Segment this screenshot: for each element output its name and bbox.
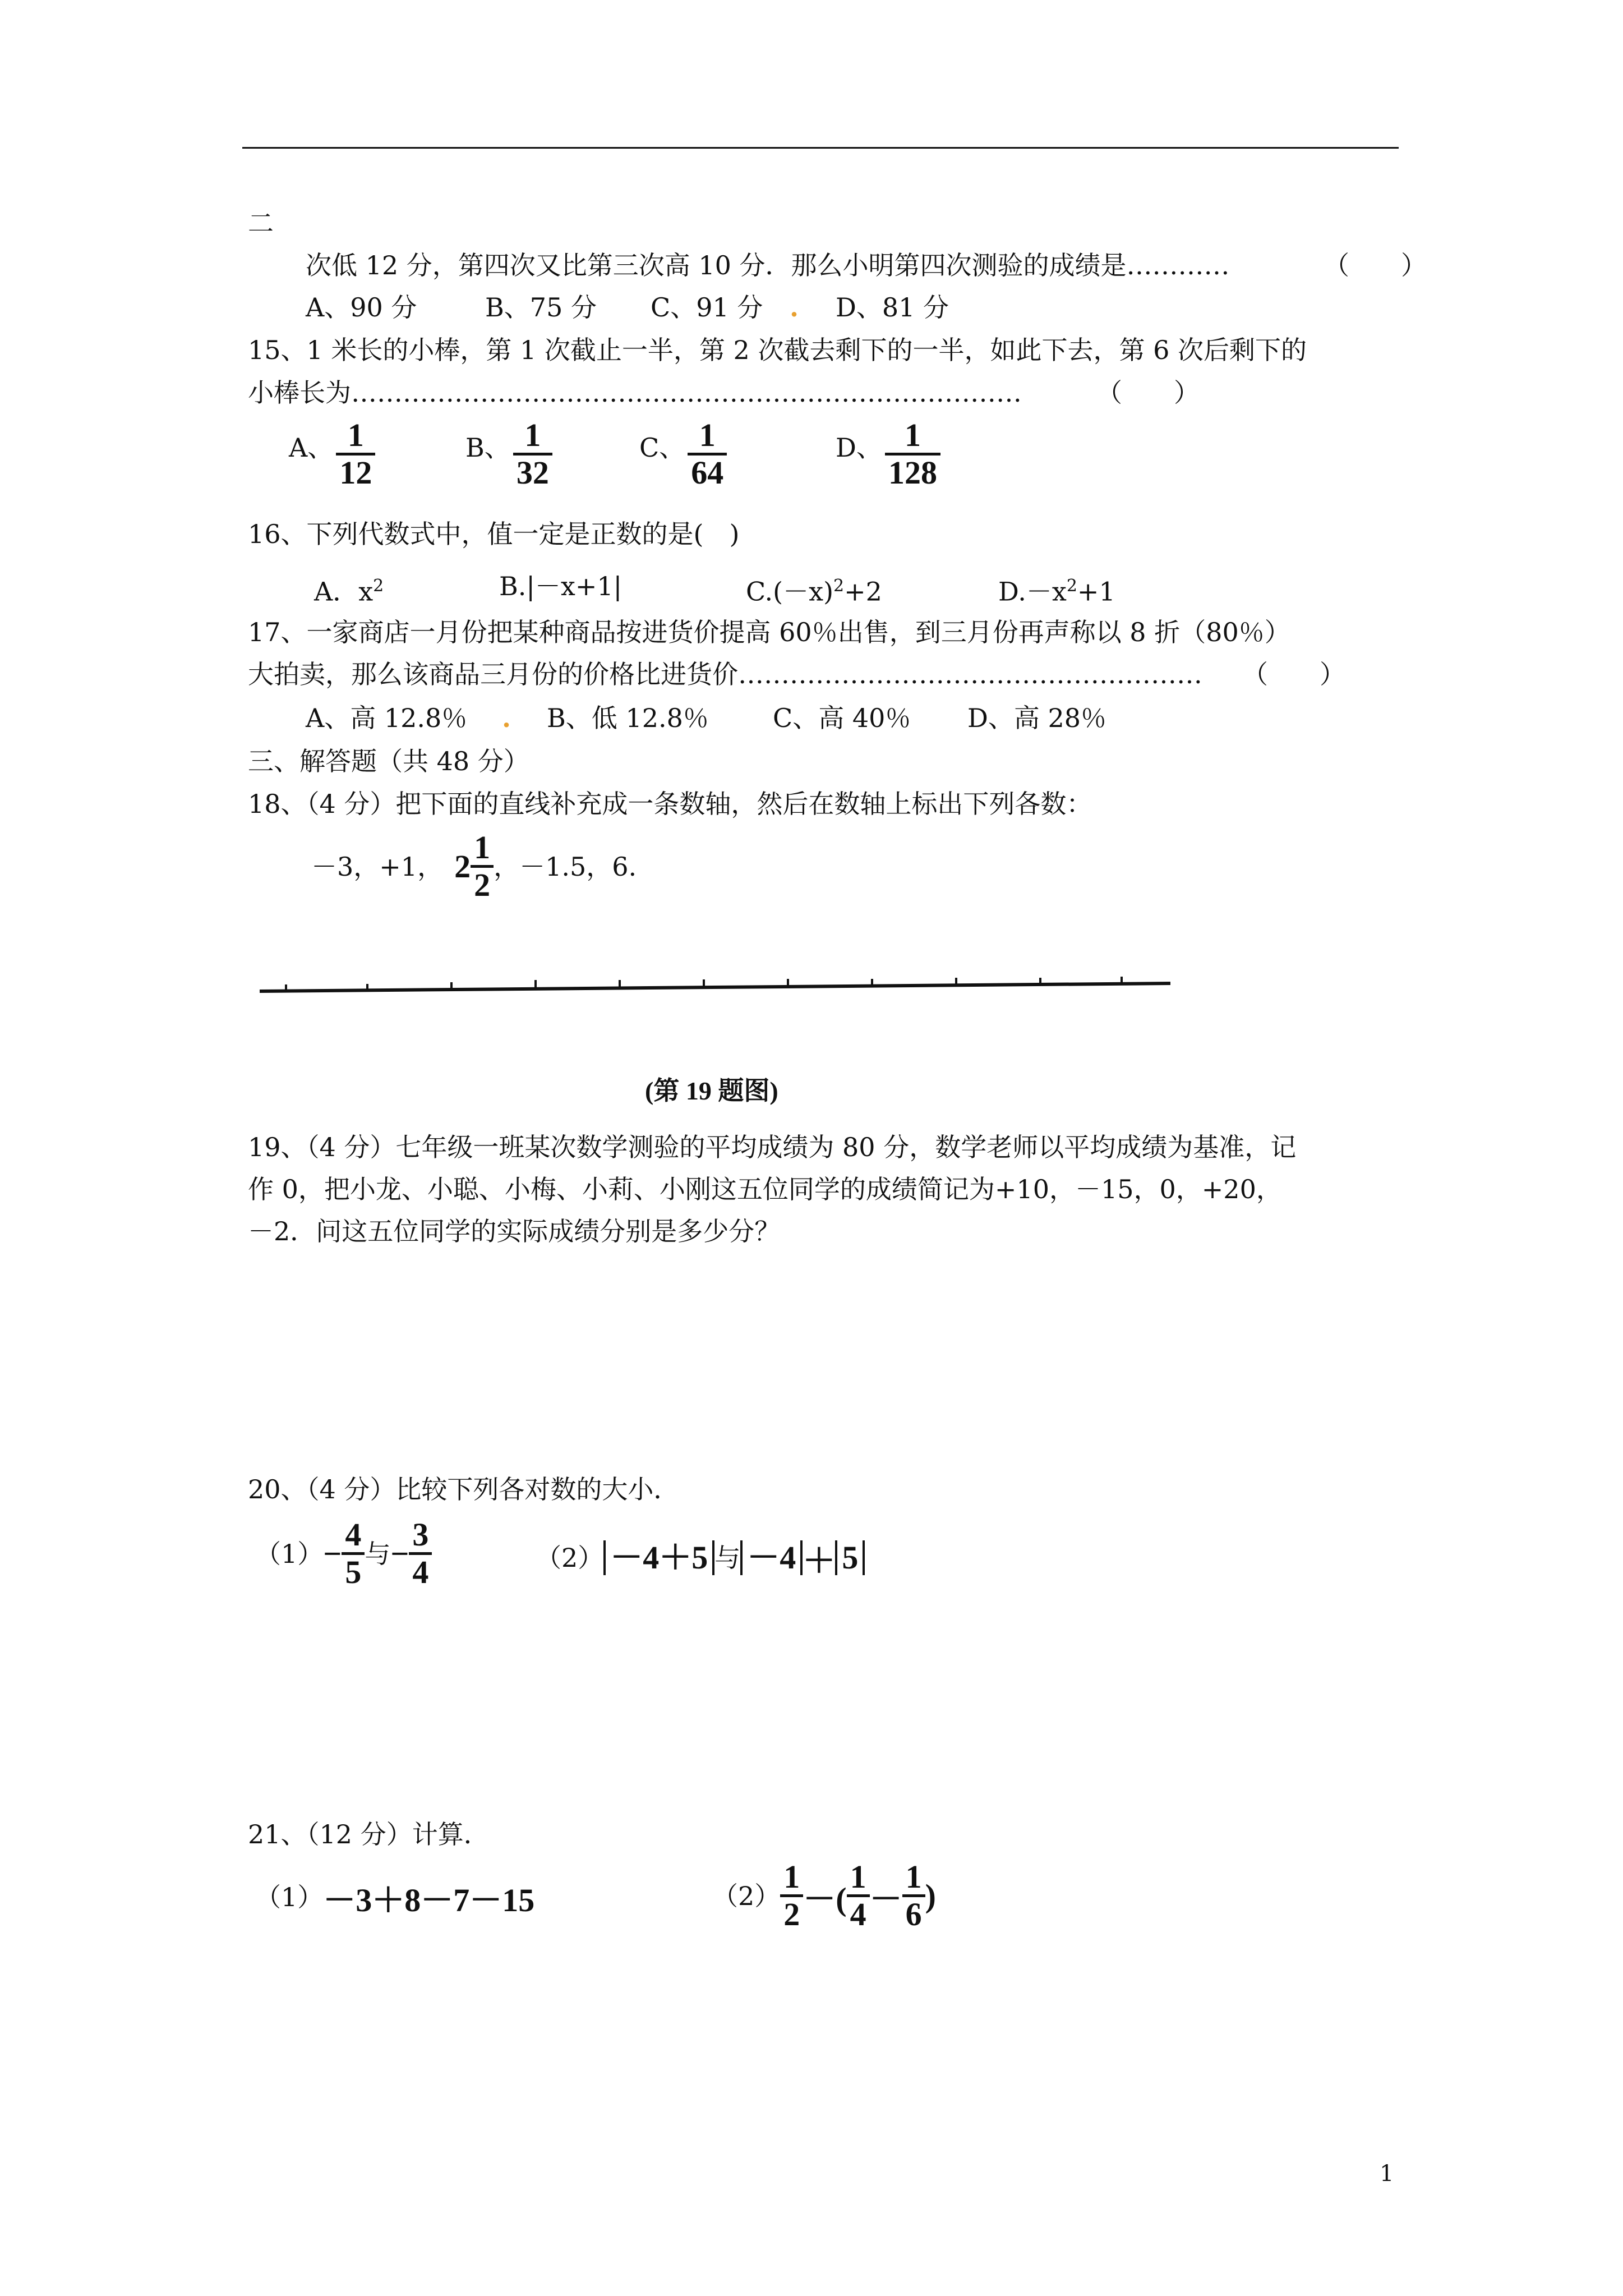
q14-text: 次低 12 分，第四次又比第三次高 10 分．那么小明第四次测验的成绩是………… bbox=[306, 250, 1230, 280]
q15-line1: 15、1 米长的小棒，第 1 次截止一半，第 2 次截去剩下的一半，如此下去，第 6 次后剩下的 bbox=[248, 335, 1307, 365]
q21-part2: （2） $\frac{1}{2}$ －( $\frac{1}{4}$ － $\frac{1}{6}$ ) bbox=[712, 1858, 936, 1932]
decorative-dot: . bbox=[502, 703, 511, 733]
page-number: 1 bbox=[1380, 2161, 1394, 2187]
q17-option-a: A、高 12.8％ bbox=[306, 703, 468, 733]
number-line bbox=[255, 973, 1175, 996]
section-heading: 三、解答题（共 48 分） bbox=[248, 746, 529, 776]
q16-option-c: $C.(-x)^2+2$ bbox=[746, 576, 882, 607]
q14-option-b: B、75 分 bbox=[485, 292, 597, 323]
q14-option-d: D、81 分 bbox=[836, 292, 949, 323]
q14-option-a: A、90 分 bbox=[306, 292, 417, 323]
q17-answer-paren: （ ） bbox=[1242, 659, 1345, 689]
q20-part2: （2） －4＋5 与 －4 ＋ 5 bbox=[536, 1534, 865, 1581]
q17-line2: 大拍卖，那么该商品三月份的价格比进货价……………………………………………… bbox=[248, 659, 1202, 689]
q20-text: 20、（4 分）比较下列各对数的大小． bbox=[248, 1474, 680, 1504]
header-rule bbox=[242, 147, 1399, 149]
q18-numbers: －3，+1， 2 $\frac{1}{2}$ ，－1.5，6. bbox=[311, 829, 637, 903]
q21-text: 21、（12 分）计算． bbox=[248, 1819, 490, 1849]
q20-part1: （1） − $\frac{4}{5}$ 与 − $\frac{3}{4}$ bbox=[255, 1517, 432, 1590]
q15-line2: 小棒长为…………………………………………………………………… bbox=[248, 378, 1022, 408]
q15-option-d: D、 $\frac{1}{128}$ bbox=[836, 418, 940, 490]
q16-option-d: $D.-x^2+1$ bbox=[998, 576, 1115, 607]
q15-option-a: A、 $\frac{1}{12}$ bbox=[289, 418, 375, 490]
q17-line1: 17、一家商店一月份把某种商品按进货价提高 60％出售，到三月份再声称以 8 折（80％） bbox=[248, 617, 1290, 647]
q16-option-a: A．$x^2$ bbox=[314, 576, 384, 607]
q19-line3: －2．问这五位同学的实际成绩分别是多少分？ bbox=[248, 1216, 781, 1246]
q21-part1: （1） －3＋8－7－15 bbox=[255, 1882, 535, 1918]
decorative-dot: . bbox=[790, 292, 799, 323]
figure-caption: (第 19 题图) bbox=[645, 1076, 778, 1105]
q17-option-d: D、高 28％ bbox=[967, 703, 1107, 733]
q19-line1: 19、（4 分）七年级一班某次数学测验的平均成绩为 80 分，数学老师以平均成绩为基准，记 bbox=[248, 1132, 1297, 1162]
q16-text: 16、下列代数式中，值一定是正数的是( ) bbox=[248, 519, 740, 549]
q16-option-b: B.|－x+1| bbox=[499, 571, 623, 601]
header-mark: 二 bbox=[248, 208, 274, 238]
q15-answer-paren: （ ） bbox=[1096, 378, 1200, 408]
q15-option-c: C、 $\frac{1}{64}$ bbox=[639, 418, 727, 490]
q14-answer-paren: （ ） bbox=[1324, 250, 1427, 280]
q18-text: 18、（4 分）把下面的直线补充成一条数轴，然后在数轴上标出下列各数： bbox=[248, 789, 1092, 819]
q15-option-b: B、 $\frac{1}{32}$ bbox=[465, 418, 552, 490]
q17-option-c: C、高 40％ bbox=[773, 703, 911, 733]
q14-option-c: C、91 分 bbox=[651, 292, 763, 323]
q17-option-b: B、低 12.8％ bbox=[547, 703, 709, 733]
q19-line2: 作 0，把小龙、小聪、小梅、小莉、小刚这五位同学的成绩简记为+10，－15，0，+20， bbox=[248, 1174, 1282, 1204]
